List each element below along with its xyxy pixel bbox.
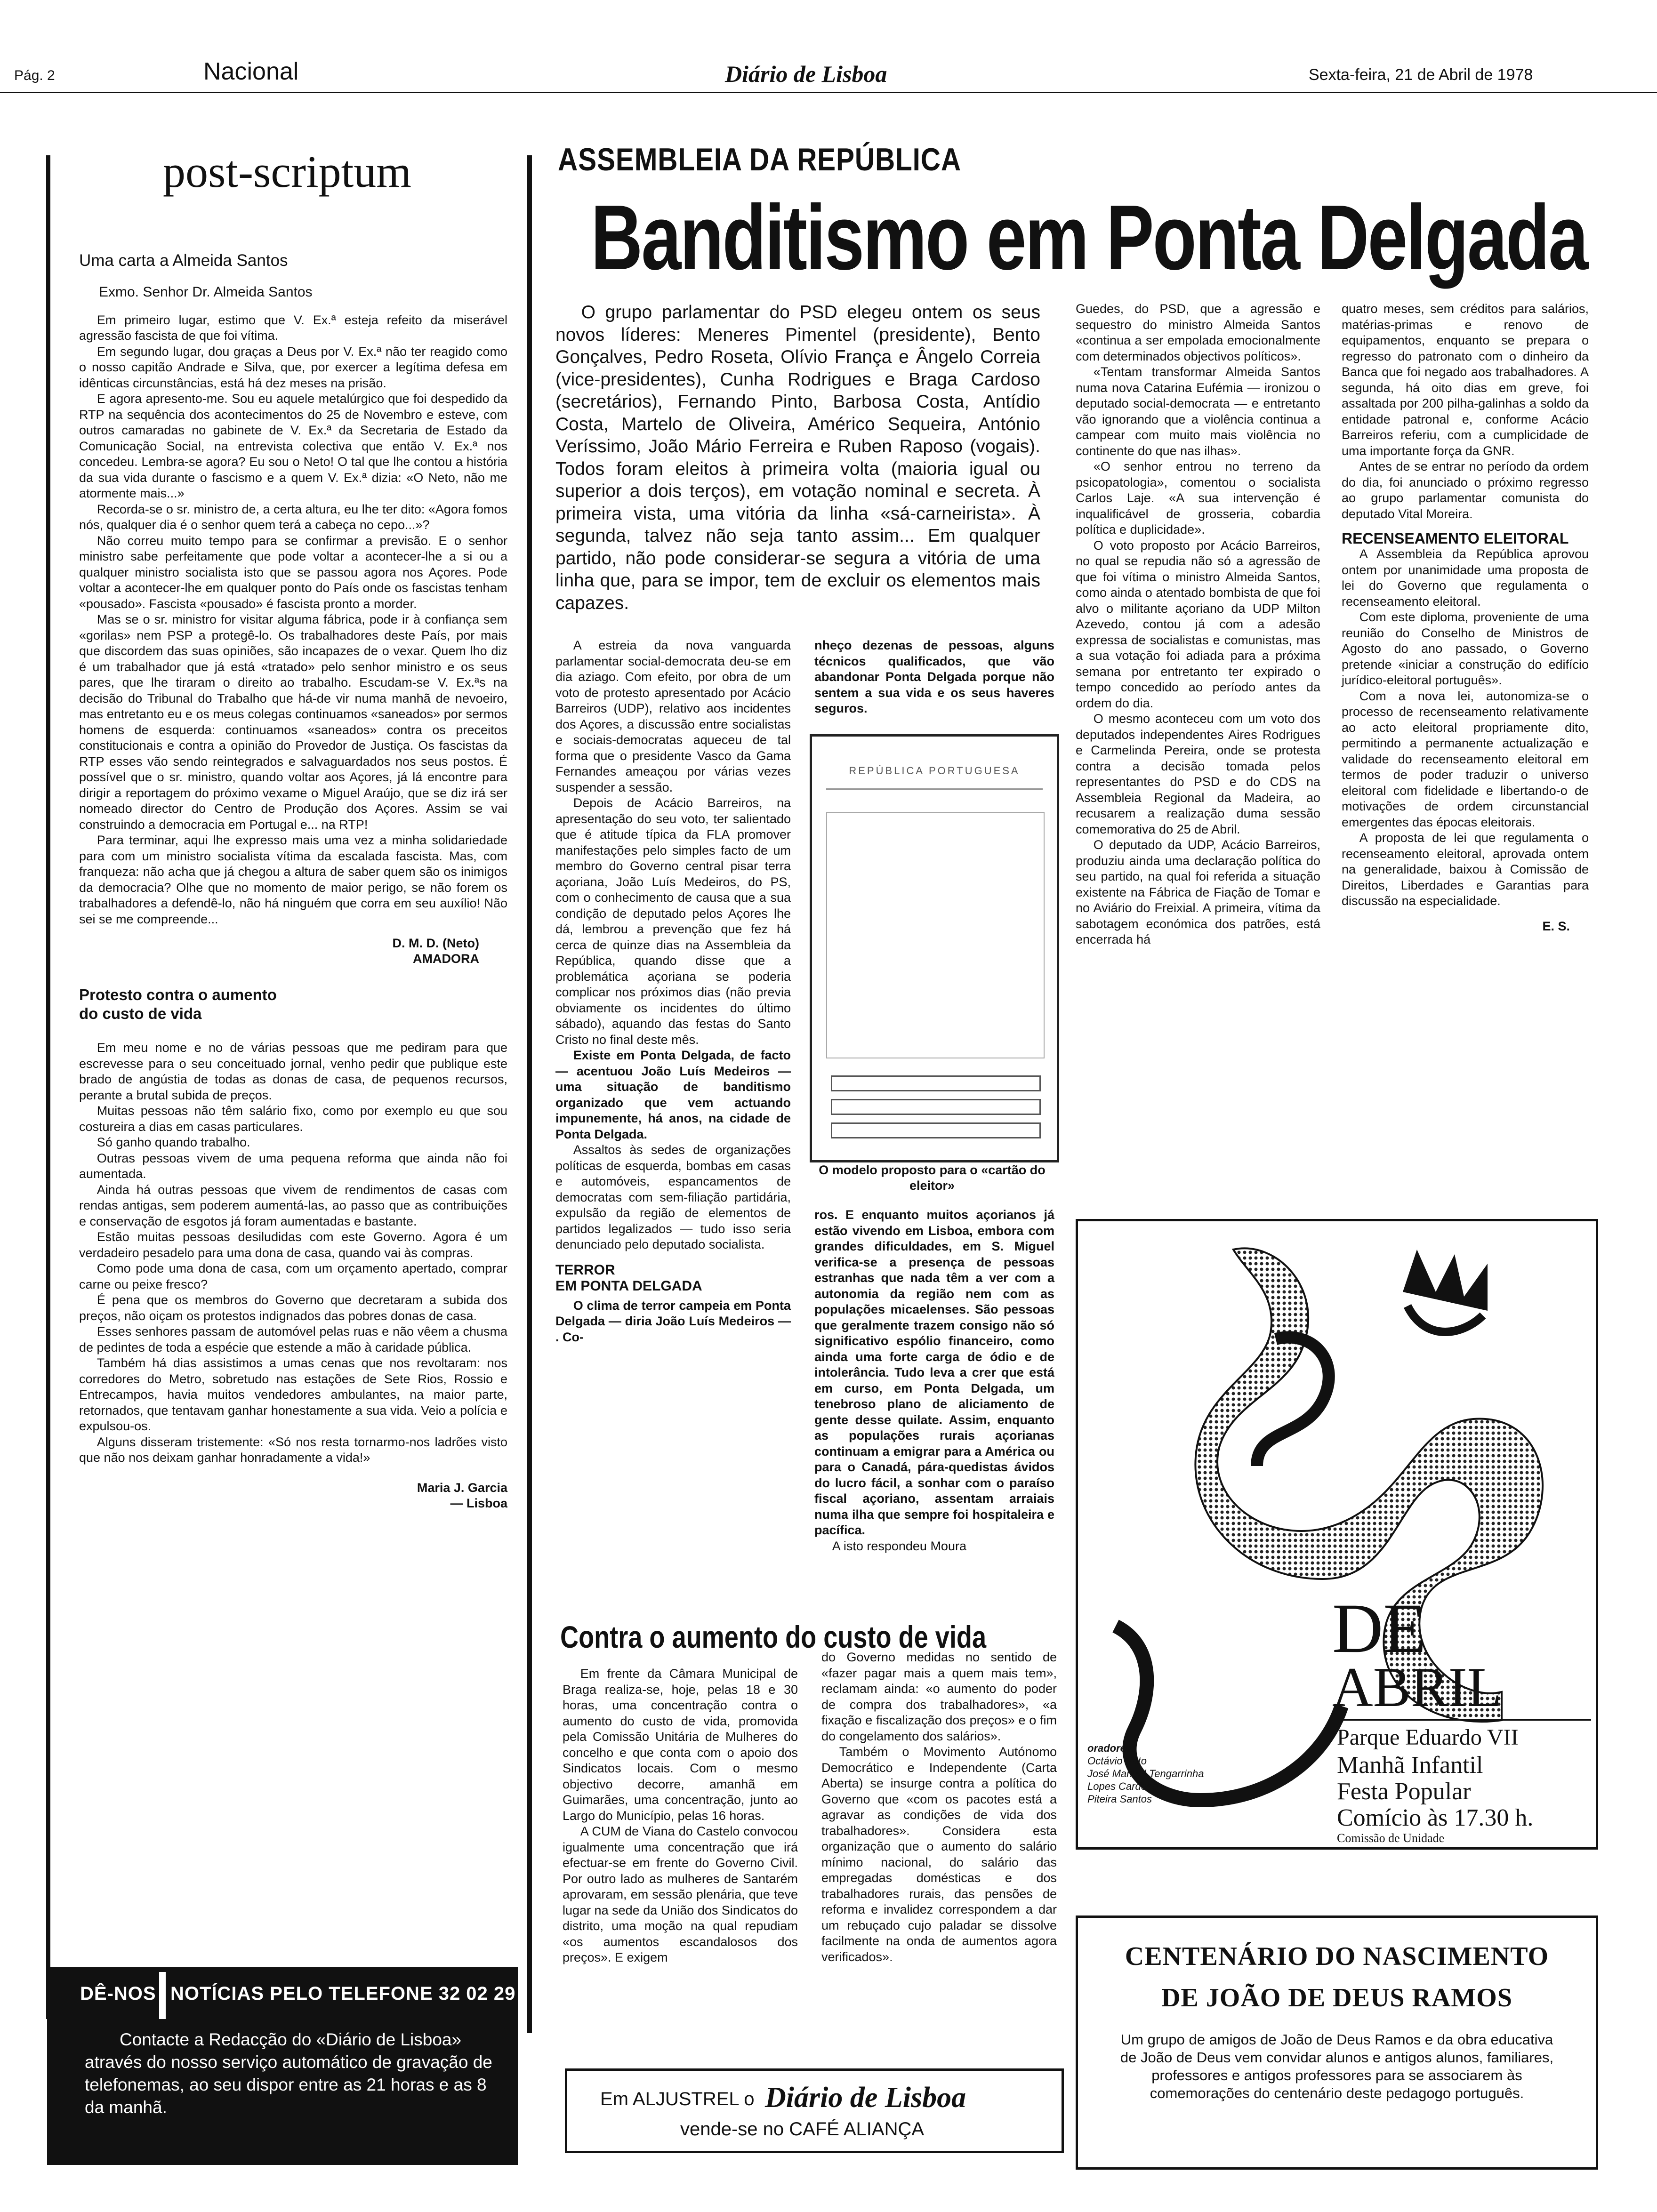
poster-line-1: Manhã Infantil xyxy=(1337,1752,1483,1779)
subhead-line: TERROR xyxy=(555,1262,615,1278)
phone-box-body: Contacte a Redacção do «Diário de Lisboa» através do nosso serviço automático de gravação de telefonemas, ao seu dispor entre as 21 horas e as 8 da manhã. xyxy=(85,2030,492,2117)
postscriptum-letter xyxy=(79,249,507,1511)
section-label: Nacional xyxy=(203,58,299,85)
speaker-name: José Manuel Tengarrinha xyxy=(1087,1768,1204,1779)
protest-title-line: do custo de vida xyxy=(79,1005,202,1022)
poster-line-3: Comício às 17.30 h. xyxy=(1337,1804,1534,1831)
article-kicker: ASSEMBLEIA DA REPÚBLICA xyxy=(558,142,961,177)
article-col-4 xyxy=(1342,301,1589,934)
letter-salutation: Exmo. Senhor Dr. Almeida Santos xyxy=(99,284,313,300)
voter-card-image xyxy=(810,734,1059,1162)
braga-col-1 xyxy=(563,1666,798,1966)
phone-box-divider xyxy=(159,1972,166,2019)
letter-paragraph: Em segundo lugar, dou graças a Deus por V. Ex.ª não ter reagido como o nosso capitão Andrade e Silva, que, por exercer a legítima defesa em idênticas circunstâncias, está há dez meses na prisão. xyxy=(79,344,507,390)
aljustrel-prefix: Em ALJUSTREL o xyxy=(600,2089,755,2109)
aljustrel-box xyxy=(565,2068,1064,2153)
letter-title: Uma carta a Almeida Santos xyxy=(79,251,288,270)
letter-paragraph: Não correu muito tempo para se confirmar a previsão. E o senhor ministro sabe perfeitamente que pode voltar a acontecer-lhe a si ou a qualquer ministro socialista isto que se passou agora nos Açores. Pode voltar a acontecer-lhe em qualquer ponto do País onde os fascistas tenham «pousado». Fascista «pousado» é fascista pronto a morder. xyxy=(79,533,507,611)
phone-box-head-left: DÊ-NOS xyxy=(80,1983,156,2004)
braga-paragraph: do Governo medidas no sentido de «fazer pagar mais a quem mais tem», reclamam ainda: «o aumento do poder de compra dos trabalhadores», «a fixação e fiscalização dos preços» e o fim do congelamento dos salários». xyxy=(821,1650,1057,1743)
article-lead xyxy=(555,301,1040,614)
poster-de: DE xyxy=(1332,1589,1426,1667)
subhead-line: EM PONTA DELGADA xyxy=(555,1278,702,1294)
page-number: Pág. 2 xyxy=(14,68,55,83)
masthead: Diário de Lisboa xyxy=(725,61,887,87)
left-column-rule xyxy=(46,155,50,2019)
article-paragraph: Assaltos às sedes de organizações políticas de esquerda, bombas em casas e automóveis, espancamentos de democratas com sem-filiação partidária, expulsão da região de elementos de partidos legalizados — tudo isso seria denunciado pelo deputado socialista. xyxy=(555,1143,791,1251)
article-paragraph: A proposta de lei que regulamenta o recenseamento eleitoral, aprovada ontem na generalidade, baixou à Comissão de Direitos, Liberdades e Garantias para discussão na especialidade. xyxy=(1342,831,1589,908)
page-header xyxy=(0,33,1657,94)
centenario-body: Um grupo de amigos de João de Deus Ramos e da obra educativa de João de Deus vem convidar alunos e antigos alunos, familiares, professores e antigos professores para se associarem às comemorações do centenário deste pedagogo português. xyxy=(1120,2031,1554,2101)
main-article-rule xyxy=(527,155,532,2033)
protest-paragraph: Em meu nome e no de várias pessoas que me pediram para que escrevesse para o seu conceituado jornal, venho pedir que publique este brado de angústia de todas as donas de casa, de pequenos recursos, perante a brutal subida de preços. xyxy=(79,1041,507,1102)
article-paragraph: Antes de se entrar no período da ordem do dia, foi anunciado o próximo regresso ao grupo parlamentar comunista do deputado Vital Moreira. xyxy=(1342,459,1589,521)
lead-paragraph: O grupo parlamentar do PSD elegeu ontem os seus novos líderes: Meneres Pimentel (presidente), Bento Gonçalves, Pedro Roseta, Olívio França e Ângelo Correia (vice-presidentes), Cunha Rodrigues e Braga Cardoso (secretários), Fernando Pinto, Barbosa Costa, Antídio Costa, Martelo de Oliveira, Américo Sequeira, António Veríssimo, João Mário Ferreira e Ruben Raposo (vogais). Todos foram eleitos à primeira volta (maioria igual ou superior a dois terços), em votação nominal e secreta. À primeira vista, uma vitória da linha «sá-carneirista». À segunda, talvez não seja tanto assim... Em qualquer partido, não pode considerar-se segura a vitória de uma linha que, para se impor, tem de excluir os elementos mais capazes. xyxy=(555,302,1040,613)
article-paragraph: O clima de terror campeia em Ponta Delgada — diria João Luís Medeiros — . Co- xyxy=(555,1298,791,1344)
subhead-terror xyxy=(555,1262,791,1294)
article-paragraph: O mesmo aconteceu com um voto dos deputados independentes Aires Rodrigues e Carmelinda Pereira, onde se protesta contra a decisão tomada pelos representantes do PSD e do CDS na Assembleia Regional da Madeira, ao recusarem a realização duma sessão comemorativa do 25 de Abril. xyxy=(1076,712,1320,836)
article-col-2-top xyxy=(814,638,1054,717)
article-paragraph: quatro meses, sem créditos para salários, matérias-primas e renovo de equipamentos, enquanto se prepara o regresso do patronato com o dinheiro da Banca que foi negado aos trabalhadores. A segunda, há oito dias em greve, foi assaltada por 200 pilha-galinhas a soldo da entidade patronal e, conforme Acácio Barreiros referiu, com a cumplicidade de uma importante força da GNR. xyxy=(1342,302,1589,458)
letter-paragraph: Em primeiro lugar, estimo que V. Ex.ª esteja refeito da miserável agressão fascista de que foi vítima. xyxy=(79,313,507,343)
letter-place: AMADORA xyxy=(413,952,479,966)
article-paragraph: A isto respondeu Moura xyxy=(832,1539,966,1553)
article-col-3 xyxy=(1076,301,1320,948)
centenario-title-1: CENTENÁRIO DO NASCIMENTO xyxy=(1125,1942,1549,1971)
phone-box-head-right: NOTÍCIAS PELO TELEFONE 32 02 29 xyxy=(170,1983,516,2004)
protest-title xyxy=(79,986,507,1023)
aljustrel-line2: vende-se no CAFÉ ALIANÇA xyxy=(680,2119,925,2140)
braga-paragraph: Em frente da Câmara Municipal de Braga realiza-se, hoje, pelas 18 e 30 horas, uma concentração contra o aumento do custo de vida, promovida pela Comissão Unitária de Mulheres do concelho e que conta com o apoio dos Sindicatos locais. Com o mesmo objectivo decorre, amanhã em Guimarães, uma concentração, junto ao Largo do Município, pelas 16 horas. xyxy=(563,1667,798,1823)
article-paragraph: Existe em Ponta Delgada, de facto — acentuou João Luís Medeiros — uma situação de banditismo organizado que vem actuando impunemente, há anos, na cidade de Ponta Delgada. xyxy=(555,1048,791,1141)
speakers-label: oradores: xyxy=(1087,1742,1135,1754)
letter-signature: D. M. D. (Neto) xyxy=(392,936,479,950)
speaker-name: Piteira Santos xyxy=(1087,1793,1152,1805)
voter-card-caption: O modelo proposto para o «cartão do eleitor» xyxy=(819,1163,1046,1193)
protest-place: — Lisboa xyxy=(450,1496,507,1510)
letter-paragraph: Para terminar, aqui lhe expresso mais uma vez a minha solidariedade para com um ministro socialista vítima da escalada fascista. Mas, com franqueza: não acha que já chegou a altura de saber quem são os inimigos da democracia? Olhe que no momento de maior perigo, se não forem os trabalhadores a defendê-lo, não há ninguém que corra em seu auxílio! Não sei se me compreende... xyxy=(79,833,507,926)
article-initials: E. S. xyxy=(1542,919,1570,933)
poster-line-2: Festa Popular xyxy=(1337,1778,1471,1805)
protest-paragraph: Ainda há outras pessoas que vivem de rendimentos de casas com rendas antigas, sem poderem aumentá-las, ao passo que as contribuições e conservação de esgotos já foram aumentadas e bastante. xyxy=(79,1182,507,1228)
braga-col-2 xyxy=(821,1650,1057,1965)
protest-paragraph: Só ganho quando trabalho. xyxy=(97,1135,250,1149)
article-paragraph: nheço dezenas de pessoas, alguns técnicos qualificados, que vão abandonar Ponta Delgada porque não sentem a sua vida e os seus haveres seguros. xyxy=(814,638,1054,715)
aljustrel-masthead: Diário de Lisboa xyxy=(765,2082,966,2114)
letter-paragraph: Mas se o sr. ministro for visitar alguma fábrica, pode ir à confiança sem «gorilas» nem PSP a protegê-lo. Os trabalhadores deste País, por mais que discordem das suas opiniões, são incapazes de o vexar. Quem lho diz é um trabalhador que já está «tratado» pelo senhor ministro e os seus pares, que lhe tiraram o direito ao trabalho. Escudam-se V. Ex.ªs na decisão do Tribunal do Trabalho que há-de vir numa manhã de nevoeiro, mas entretanto eu e os meus colegas continuamos «saneados» por sermos homens de esquerda: continuamos «saneados» contra os preceitos constitucionais e contra a opinião do Provedor de Justiça. Os fascistas da RTP esses vão sendo reintegrados e salvaguardados nos seus postos. É possível que o sr. ministro, quando voltar aos Açores, já lá encontre para dirigir a reportagem do próximo vexame o Miguel Araújo, que se diz irá ser nomeado director do Centro de Produção dos Açores. Assim se vai construindo a democracia em Portugal e... na RTP! xyxy=(79,612,507,832)
poster-abril: ABRIL xyxy=(1332,1656,1502,1718)
poster-committee: Comissão de Unidade xyxy=(1337,1831,1445,1845)
postscriptum-title: post-scriptum xyxy=(163,146,411,197)
article-paragraph: Com a nova lei, autonomiza-se o processo de recenseamento relativamente ao acto eleitoral propriamente dito, permitindo a permanente actualização e validade do recenseamento eleitoral em termos de poder traduzir o universo eleitoral com fidelidade e libertando-o de motivações de ordem circunstancial emergentes das épocas eleitorais. xyxy=(1342,689,1589,829)
braga-paragraph: A CUM de Viana do Castelo convocou igualmente uma concentração que irá efectuar-se em frente do Governo Civil. Por outro lado as mulheres de Santarém aprovaram, em sessão plenária, que teve lugar na sede da União dos Sindicatos do distrito, uma moção na qual repudiam «os aumentos escandalosos dos preços». E exigem xyxy=(563,1824,798,1964)
poster-25-abril xyxy=(1076,1219,1598,1850)
card-field-box xyxy=(826,812,1045,1058)
article-paragraph: Depois de Acácio Barreiros, na apresentação do seu voto, ter salientado que é atitude típica da FLA promover manifestações pelo simples facto de um membro do Governo central pisar terra açoriana, João Luís Medeiros, do PS, com o conhecimento de causa que a sua condição de deputado pelos Açores lhe dá, lembrou a prevenção que fez há cerca de quinze dias na Assembleia da República, quando disse que a problemática açoriana se poderia complicar nos próximos dias (não previa obviamente os incidentes do último sábado), aquando das festas do Santo Cristo no final deste mês. xyxy=(555,796,791,1047)
article-paragraph: O voto proposto por Acácio Barreiros, no qual se repudia não só a agressão de que foi vítima o ministro Almeida Santos, como ainda o atentado bombista de que foi alvo o militante açoriano da UDP Milton Azevedo, contou já com a adesão expressa de socialistas e comunistas, mas a sua votação foi adiada para a próxima semana por entretanto ter expirado o tempo concedido ao período antes da ordem do dia. xyxy=(1076,538,1320,710)
protest-paragraph: É pena que os membros do Governo que decretaram a subida dos preços, não oiçam os protestos indignados das pobres donas de casa. xyxy=(79,1293,507,1323)
issue-date: Sexta-feira, 21 de Abril de 1978 xyxy=(1309,66,1533,84)
poster-rule xyxy=(1337,1719,1591,1721)
article-col-2-bottom xyxy=(814,1207,1054,1554)
subhead-recenseamento: RECENSEAMENTO ELEITORAL xyxy=(1342,530,1569,547)
card-field xyxy=(831,1075,1041,1091)
protest-paragraph: Estão muitas pessoas desiludidas com este Governo. Agora é um verdadeiro pesadelo para uma dona de casa, quando vai às compras. xyxy=(79,1230,507,1260)
protest-signature: Maria J. Garcia xyxy=(417,1480,507,1495)
article-paragraph: A Assembleia da República aprovou ontem por unanimidade uma proposta de lei do Governo que regulamenta o recenseamento eleitoral. xyxy=(1342,547,1589,609)
article-paragraph: O deputado da UDP, Acácio Barreiros, produziu ainda uma declaração política do seu partido, na qual foi referida a situação existente na Fábrica de Fiação de Tomar e no Aviário do Freixial. A primeira, vítima da sabotagem económica dos patrões, está encerrada há xyxy=(1076,838,1320,946)
centenario-box xyxy=(1076,1915,1598,2170)
article-paragraph: Guedes, do PSD, que a agressão e sequestro do ministro Almeida Santos «continua a ser empolada emocionalmente com determinados objectivos políticos». xyxy=(1076,302,1320,363)
article-headline: Banditismo em Ponta Delgada xyxy=(591,186,1587,289)
letter-paragraph: E agora apresento-me. Sou eu aquele metalúrgico que foi despedido da RTP na sequência dos acontecimentos do 25 de Novembro e esteve, com outros camaradas no gabinete de V. Ex.ª da Secretaria de Estado da Comunicação Social, na entrevista colectiva que então V. Ex.ª nos concedeu. Lembra-se agora? Eu sou o Neto! O tal que lhe contou a história da sua vida durante o fascismo e a quem V. Ex.ª dizia: «O Neto, não me atormente mais...» xyxy=(79,392,507,500)
article-paragraph: «O senhor entrou no terreno da psicopatologia», comentou o socialista Carlos Laje. «A sua intervenção é inqualificável de grosseria, cobardia política e duplicidade». xyxy=(1076,459,1320,537)
poster-speakers xyxy=(1087,1742,1204,1805)
protest-paragraph: Esses senhores passam de automóvel pelas ruas e não vêem a chusma de pedintes de toda a espécie que estende a mão à caridade pública. xyxy=(79,1324,507,1354)
article-col-1 xyxy=(555,638,791,1345)
braga-headline: Contra o aumento do custo de vida xyxy=(560,1619,987,1654)
article-paragraph: ros. E enquanto muitos açorianos já estão vivendo em Lisboa, embora com grandes dificuldades, em S. Miguel verifica-se a presença de pessoas estranhas que nada têm a ver com a autonomia da região nem com as populações micaelenses. São pessoas que geralmente trazem consigo não só significativo espólio financeiro, como ainda uma forte carga de ódio e de intolerância. Tudo leva a crer que está em curso, em Ponta Delgada, um tenebroso plano de aliciamento de gente desse quilate. Assim, enquanto as populações rurais açorianas continuam a emigrar para a América ou para o Canadá, pára-quedistas ávidos do lucro fácil, a sonhar com o paraíso fiscal açoriano, assentam arraiais numa ilha que sempre foi hospitaleira e pacífica. xyxy=(814,1208,1054,1537)
protest-paragraph: Também há dias assistimos a umas cenas que nos revoltaram: nos corredores do Metro, sobretudo nas estações de Sete Rios, Rossio e Entrecampos, havia muitos vendedores ambulantes, na maior parte, retornados, que tentavam ganhar honestamente a sua vida. Veio a polícia e expulsou-os. xyxy=(79,1356,507,1433)
protest-paragraph: Como pode uma dona de casa, com um orçamento apertado, comprar carne ou peixe fresco? xyxy=(79,1261,507,1291)
card-field xyxy=(831,1099,1041,1115)
voter-card-header: REPÚBLICA PORTUGUESA xyxy=(849,765,1020,777)
card-field xyxy=(831,1122,1041,1138)
article-paragraph: «Tentam transformar Almeida Santos numa nova Catarina Eufémia — ironizou o deputado social-democrata — e entretanto vão ignorando que a violência continua a campear com muito mais violência no continente do que nas ilhas». xyxy=(1076,365,1320,458)
phone-news-box xyxy=(47,1967,518,2165)
article-paragraph: Com este diploma, proveniente de uma reunião do Conselho de Ministros de Agosto do ano passado, o Governo pretende «iniciar a construção do edifício jurídico-eleitoral português». xyxy=(1342,610,1589,687)
poster-place: Parque Eduardo VII xyxy=(1337,1725,1519,1750)
letter-paragraph: Recorda-se o sr. ministro de, a certa altura, eu lhe ter dito: «Agora fomos nós, qualquer dia é o senhor quem terá a cabeça no cepo...»? xyxy=(79,502,507,532)
protest-paragraph: Outras pessoas vivem de uma pequena reforma que ainda não foi aumentada. xyxy=(79,1151,507,1181)
braga-paragraph: Também o Movimento Autónomo Democrático e Independente (Carta Aberta) se insurge contra a política do Governo que «com os pacotes está a agravar as condições de vida dos trabalhadores». Considera esta organização que o aumento do salário mínimo nacional, do salário das empregadas domésticas e dos trabalhadores rurais, das pensões de reforma e invalidez correspondem a dar um rebuçado cujo paladar se dissolve facilmente na onda de aumentos agora verificados». xyxy=(821,1745,1057,1964)
header-rule xyxy=(0,92,1657,93)
card-line xyxy=(826,788,1043,790)
protest-paragraph: Muitas pessoas não têm salário fixo, como por exemplo eu que sou costureira a dias em casas particulares. xyxy=(79,1104,507,1134)
protest-paragraph: Alguns disseram tristemente: «Só nos resta tornarmo-nos ladrões visto que não nos deixam ganhar honradamente a vida!» xyxy=(79,1435,507,1465)
speaker-name: Octávio Pato xyxy=(1087,1755,1147,1767)
centenario-title-2: DE JOÃO DE DEUS RAMOS xyxy=(1161,1983,1512,2012)
protest-title-line: Protesto contra o aumento xyxy=(79,986,277,1003)
article-paragraph: A estreia da nova vanguarda parlamentar social-democrata deu-se em dia aziago. Com efeito, por obra de um voto de protesto apresentado por Acácio Barreiros (UDP), relativo aos incidentes dos Açores, a discussão entre socialistas e sociais-democratas aqueceu de tal forma que o presidente Vasco da Gama Fernandes ameaçou por várias vezes suspender a sessão. xyxy=(555,638,791,794)
speaker-name: Lopes Cardoso xyxy=(1087,1780,1158,1792)
